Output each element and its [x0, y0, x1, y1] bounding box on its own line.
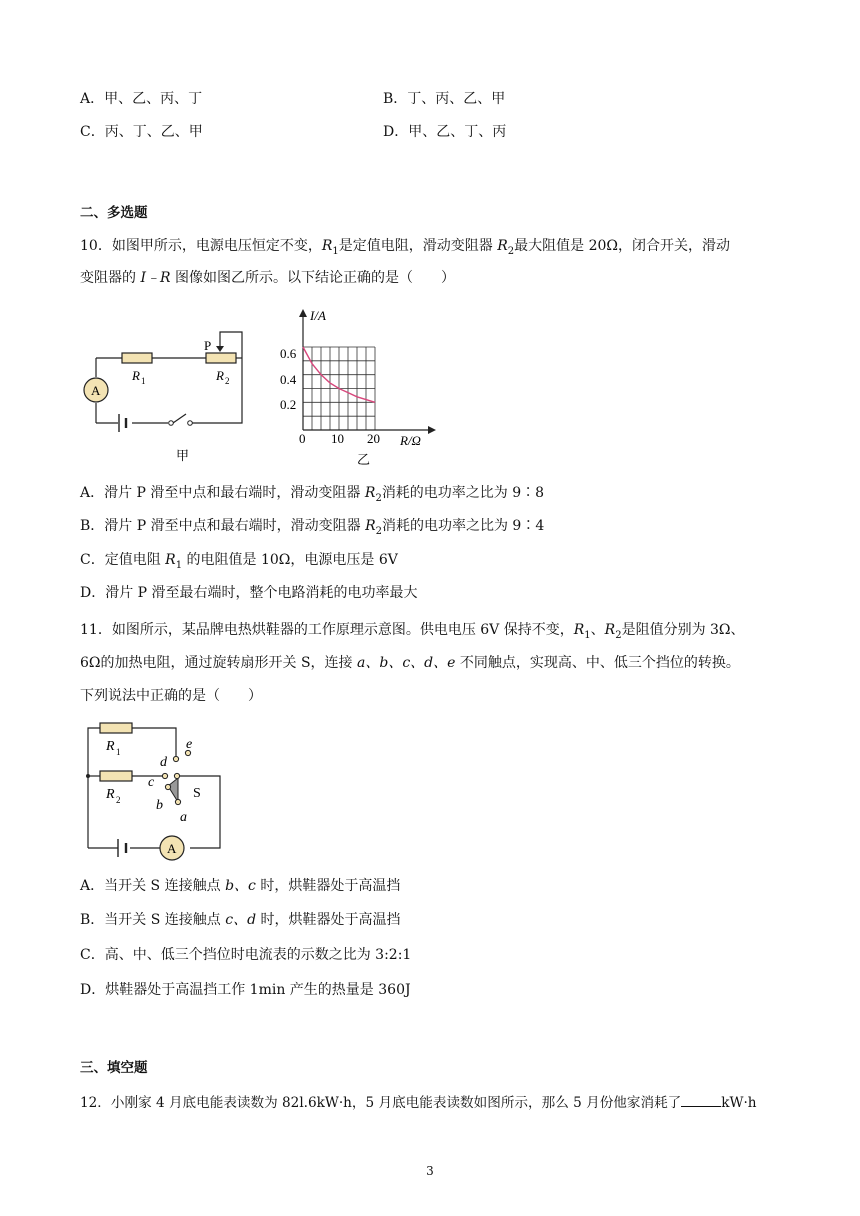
- q9-option-a: A．甲、乙、丙、丁: [80, 91, 203, 107]
- q9-option-c: C．丙、丁、乙、甲: [80, 124, 203, 140]
- q11-option-d: D．烘鞋器处于高温挡工作 1min 产生的热量是 360J: [80, 982, 411, 998]
- section-title-fill-in: 三、填空题: [80, 1060, 148, 1076]
- resistor-r2-symbol: [100, 771, 132, 781]
- q12-stem: 12．小刚家 4 月底电能表读数为 82l.6kW·h，5 月底电能表读数如图所示，那么 5 月份他家消耗了 kW·h: [80, 1092, 757, 1113]
- q11-stem-line3: 下列说法中正确的是（ ）: [80, 688, 262, 704]
- y-axis-label: I/A: [310, 308, 326, 323]
- y-tick-label: 0.2: [280, 397, 297, 412]
- svg-text:1: 1: [141, 376, 146, 386]
- page-number: 3: [426, 1164, 434, 1178]
- x-axis-label: R/Ω: [400, 433, 421, 448]
- x-tick-label: 20: [367, 431, 380, 446]
- q11-stem-line2: 6Ω的加热电阻，通过旋转扇形开关 S，连接 a、b、c、d、e 不同触点，实现高、中、低三个挡位的转换。: [80, 655, 740, 671]
- q11-option-b: B．当开关 S 连接触点 c、d 时，烘鞋器处于高温挡: [80, 912, 401, 928]
- y-tick-label: 0.4: [280, 372, 297, 387]
- q10-circuit-diagram: [80, 328, 250, 464]
- q10-option-b: B．滑片 P 滑至中点和最右端时，滑动变阻器 $R_2$消耗的电功率之比为 9∶4: [80, 518, 545, 537]
- q10-ir-graph: [280, 305, 440, 477]
- q11-option-a: A．当开关 S 连接触点 b、c 时，烘鞋器处于高温挡: [80, 878, 401, 894]
- q9-option-d: D．甲、乙、丁、丙: [383, 124, 507, 140]
- switch-symbol: [169, 421, 174, 426]
- q11-stem-line1: 11．如图所示，某品牌电热烘鞋器的工作原理示意图。供电电压 6V 保持不变，$R_1$、$R_2$是阻值分别为 3Ω、: [80, 622, 745, 641]
- y-tick-label: 0.6: [280, 346, 297, 361]
- contact-a: [175, 799, 180, 804]
- r2-label: R: [106, 787, 115, 802]
- svg-text:a: a: [180, 810, 187, 825]
- svg-text:c: c: [148, 775, 155, 790]
- figure-caption-yi: 乙: [357, 452, 371, 467]
- q10-stem-line2: 变阻器的 I﹣R 图像如图乙所示。以下结论正确的是（ ）: [80, 270, 455, 286]
- q10-option-a: A．滑片 P 滑至中点和最右端时，滑动变阻器 $R_2$消耗的电功率之比为 9∶8: [80, 485, 545, 504]
- contact-c: [162, 773, 167, 778]
- svg-text:2: 2: [225, 376, 230, 386]
- ammeter-label: A: [91, 383, 101, 398]
- answer-blank: [681, 1092, 721, 1107]
- resistor-r2-symbol: [206, 353, 236, 363]
- figure-caption-jia: 甲: [176, 448, 190, 463]
- section-title-multiple-choice: 二、多选题: [80, 205, 148, 221]
- q11-option-c: C．高、中、低三个挡位时电流表的示数之比为 3:2:1: [80, 947, 412, 963]
- contact-s: [174, 773, 179, 778]
- r1-label: R: [132, 368, 140, 383]
- ammeter-label: A: [167, 841, 177, 856]
- svg-text:1: 1: [116, 747, 121, 757]
- resistor-r1-symbol: [100, 723, 132, 733]
- q10-option-d: D．滑片 P 滑至最右端时，整个电路消耗的电功率最大: [80, 585, 418, 601]
- x-tick-label: 0: [299, 431, 306, 446]
- x-tick-label: 10: [331, 431, 344, 446]
- q9-option-b: B．丁、丙、乙、甲: [383, 91, 506, 107]
- svg-text:b: b: [156, 798, 163, 813]
- slider-p-label: P: [204, 338, 212, 353]
- q11-circuit-diagram: [80, 712, 240, 866]
- r2-label: R: [216, 368, 224, 383]
- rotary-switch-symbol: [168, 778, 178, 802]
- q10-option-c: C．定值电阻 $R_1$ 的电阻值是 10Ω，电源电压是 6V: [80, 552, 398, 571]
- svg-text:S: S: [193, 786, 201, 801]
- q10-stem-line1: 10．如图甲所示，电源电压恒定不变，$R_1$是定值电阻，滑动变阻器 $R_2$最大阻值是 20Ω，闭合开关，滑动: [80, 238, 730, 257]
- r1-label: R: [106, 739, 115, 754]
- resistor-r1-symbol: [122, 353, 152, 363]
- svg-text:2: 2: [116, 795, 121, 805]
- svg-text:e: e: [186, 737, 193, 752]
- svg-text:d: d: [160, 755, 167, 770]
- contact-b: [165, 784, 170, 789]
- contact-d: [173, 756, 178, 761]
